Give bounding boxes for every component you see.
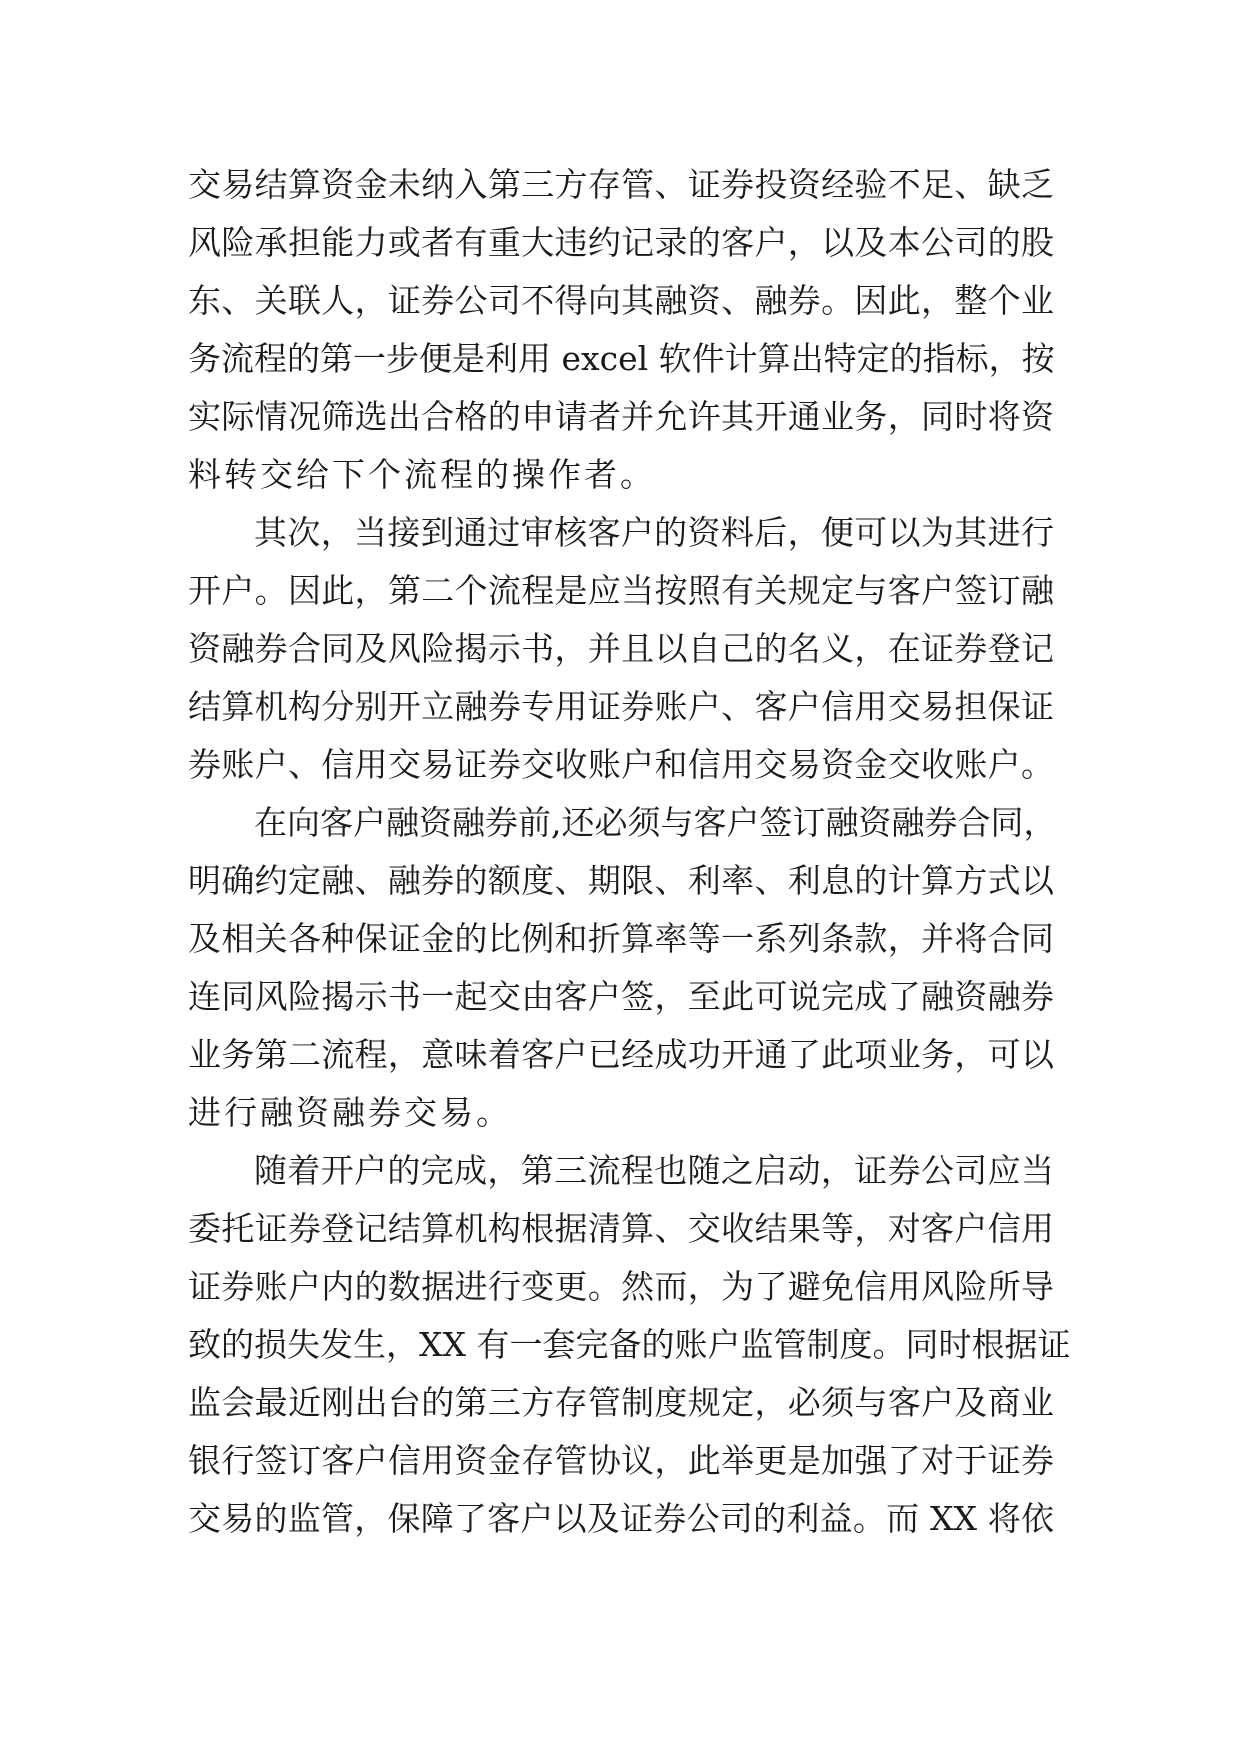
text-line: 券账户、信用交易证券交收账户和信用交易资金交收账户。 bbox=[188, 745, 1054, 784]
text-line: 风险承担能力或者有重大违约记录的客户，以及本公司的股 bbox=[188, 223, 1054, 262]
text-line: 开户。因此，第二个流程是应当按照有关规定与客户签订融 bbox=[188, 571, 1054, 610]
text-line: 交易结算资金未纳入第三方存管、证券投资经验不足、缺乏 bbox=[188, 165, 1054, 204]
text-line: 资融券合同及风险揭示书，并且以自己的名义，在证券登记 bbox=[188, 629, 1054, 668]
text-line: 结算机构分别开立融券专用证券账户、客户信用交易担保证 bbox=[188, 687, 1054, 726]
text-line: 其次，当接到通过审核客户的资料后，便可以为其进行 bbox=[254, 513, 1054, 552]
text-line: 料转交给下个流程的操作者。 bbox=[188, 455, 656, 494]
text-line: 银行签订客户信用资金存管协议，此举更是加强了对于证券 bbox=[188, 1441, 1054, 1480]
text-line: 证券账户内的数据进行变更。然而，为了避免信用风险所导 bbox=[188, 1267, 1054, 1306]
text-line: 交易的监管，保障了客户以及证券公司的利益。而 XX 将依 bbox=[188, 1499, 1054, 1538]
text-line: 随着开户的完成，第三流程也随之启动，证券公司应当 bbox=[254, 1151, 1054, 1190]
text-line: 监会最近刚出台的第三方存管制度规定，必须与客户及商业 bbox=[188, 1383, 1054, 1422]
text-line: 委托证券登记结算机构根据清算、交收结果等，对客户信用 bbox=[188, 1209, 1054, 1248]
text-line: 东、关联人，证券公司不得向其融资、融券。因此，整个业 bbox=[188, 281, 1054, 320]
text-line: 致的损失发生，XX 有一套完备的账户监管制度。同时根据证 bbox=[188, 1325, 1071, 1364]
text-line: 业务第二流程，意味着客户已经成功开通了此项业务，可以 bbox=[188, 1035, 1054, 1074]
text-line: 连同风险揭示书一起交由客户签，至此可说完成了融资融券 bbox=[188, 977, 1054, 1016]
text-line: 务流程的第一步便是利用 excel 软件计算出特定的指标，按 bbox=[188, 339, 1055, 378]
text-line: 在向客户融资融券前,还必须与客户签订融资融券合同， bbox=[254, 803, 1057, 842]
text-line: 及相关各种保证金的比例和折算率等一系列条款，并将合同 bbox=[188, 919, 1054, 958]
text-line: 实际情况筛选出合格的申请者并允许其开通业务，同时将资 bbox=[188, 397, 1054, 436]
text-line: 进行融资融券交易。 bbox=[188, 1093, 512, 1132]
text-line: 明确约定融、融券的额度、期限、利率、利息的计算方式以 bbox=[188, 861, 1054, 900]
